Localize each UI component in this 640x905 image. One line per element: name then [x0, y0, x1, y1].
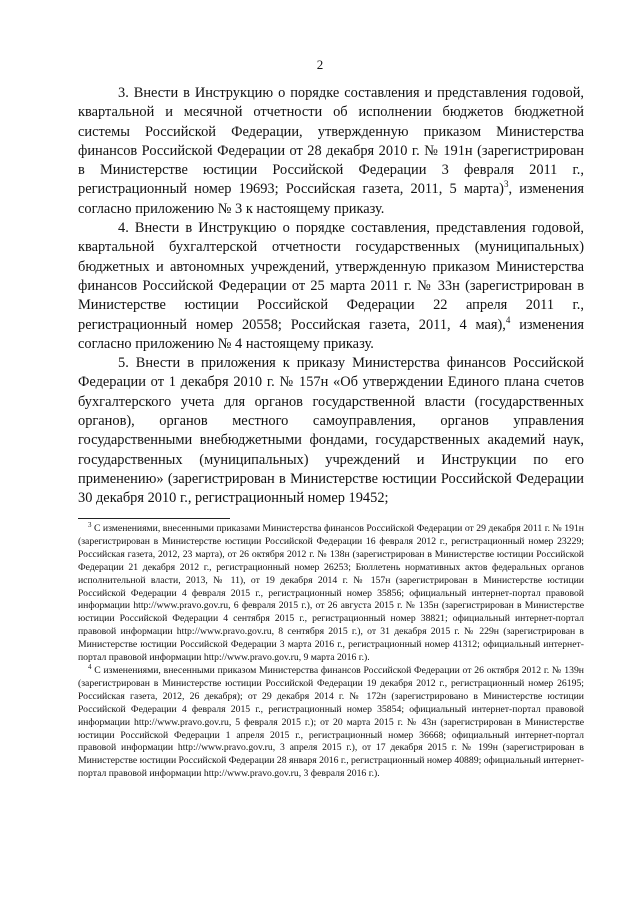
footnote-text: С изменениями, внесенными приказами Министерства финансов Российской Федерации от 29 декабря 2011 г. № 191н (зарегистрирован в Министерстве юстиции Российской Федерации 16 февраля 2012 г., регистрационный номер 23229; Российская газета, 2012, 23 марта), от 26 октября 2012 г. № 138н (зарегистрирован в Министерстве юстиции Российской Федерации 21 декабря 2012 г., регистрационный номер 26253; Бюллетень нормативных актов федеральных органов исполнительной власти, 2013, № 11), от 19 декабря 2014 г. № 157н (зарегистрирован в Министерстве юстиции Российской Федерации 4 февраля 2015 г., регистрационный номер 35856; официальный интернет-портал правовой информации http://www.pravo.gov.ru, 6 февраля 2015 г.), от 26 августа 2015 г. № 135н (зарегистрирован в Министерстве юстиции Российской Федерации 4 сентября 2015 г., регистрационный номер 38821; официальный интернет-портал правовой информации http://www.pravo.gov.ru, 8 сентября 2015 г.), от 31 декабря 2015 г. № 229н (зарегистрирован в Министерстве юстиции Российской Федерации 3 марта 2016 г., регистрационный номер 41312; официальный интернет-портал правовой информации http://www.pravo.gov.ru, 9 марта 2016 г.). [78, 523, 584, 664]
paragraph-tail: изменения согласно приложению № 4 настоящему приказу. [78, 316, 584, 352]
paragraph-item-3 [78, 84, 584, 219]
footnote-3 [78, 520, 584, 665]
page-number: 2 [316, 57, 324, 72]
paragraph-tail: , изменения согласно приложению № 3 к настоящему приказу. [78, 181, 584, 217]
footnote-separator [78, 518, 230, 519]
footnote-4 [78, 662, 585, 781]
paragraph-item-4 [78, 219, 584, 354]
footnote-reference: 3 [503, 179, 509, 190]
footnote-mark: 3 [88, 520, 92, 529]
paragraph-text: 4. Внести в Инструкцию о порядке составления, представления годовой, квартальной бухгалтерской отчетности государственных (муниципальных) бюджетных и автономных учреждений, утвержденную приказом Министерства финансов Российской Федерации от 25 марта 2011 г. № 33н (зарегистрирован в Министерстве юстиции Российской Федерации 22 апреля 2011 г., регистрационный номер 20558; Российская газета, 2011, 4 мая), [78, 220, 584, 333]
document-body [78, 84, 584, 509]
paragraph-text: 3. Внести в Инструкцию о порядке составления и представления годовой, квартальной и месячной отчетности об исполнении бюджетов бюджетной системы Российской Федерации, утвержденную приказом Министерства финансов Российской Федерации от 28 декабря 2010 г. № 191н (зарегистрирован в Министерстве юстиции Российской Федерации 3 февраля 2011 г., регистрационный номер 19693; Российская газета, 2011, 5 марта) [78, 85, 584, 198]
footnote-mark: 4 [88, 662, 92, 671]
footnotes-section [78, 520, 585, 781]
paragraph-text: 5. Внести в приложения к приказу Министерства финансов Российской Федерации от 1 декабря 2010 г. № 157н «Об утверждении Единого плана счетов бухгалтерского учета для органов государственной власти (государственных органов), органов местного самоуправления, органов управления государственными внебюджетными фондами, государственных академий наук, государственных (муниципальных) учреждений и Инструкции по его применению» (зарегистрирован в Министерстве юстиции Российской Федерации 30 декабря 2010 г., регистрационный номер 19452; [78, 355, 584, 507]
footnote-text: С изменениями, внесенными приказом Министерства финансов Российской Федерации от 26 октября 2012 г. № 139н (зарегистрирован в Министерстве юстиции Российской Федерации 19 декабря 2012 г., регистрационный номер 26195; Российская газета, 2012, 26 декабря); от 29 декабря 2014 г. № 172н (зарегистрировано в Министерстве юстиции Российской Федерации 4 февраля 2015 г., регистрационный номер 35854; официальный интернет-портал правовой информации http://www.pravo.gov.ru, 5 февраля 2015 г.); от 20 марта 2015 г. № 43н (зарегистрирован в Министерстве юстиции Российской Федерации 1 апреля 2015 г., регистрационный номер 36668; официальный интернет-портал правовой информации http://www.pravo.gov.ru, 3 апреля 2015 г.), от 17 декабря 2015 г. № 199н (зарегистрирован в Министерстве юстиции Российской Федерации 28 января 2016 г., регистрационный номер 40889; официальный интернет-портал правовой информации http://www.pravo.gov.ru, 3 февраля 2016 г.). [78, 664, 585, 780]
paragraph-item-5 [78, 354, 584, 508]
footnote-reference: 4 [505, 314, 511, 325]
